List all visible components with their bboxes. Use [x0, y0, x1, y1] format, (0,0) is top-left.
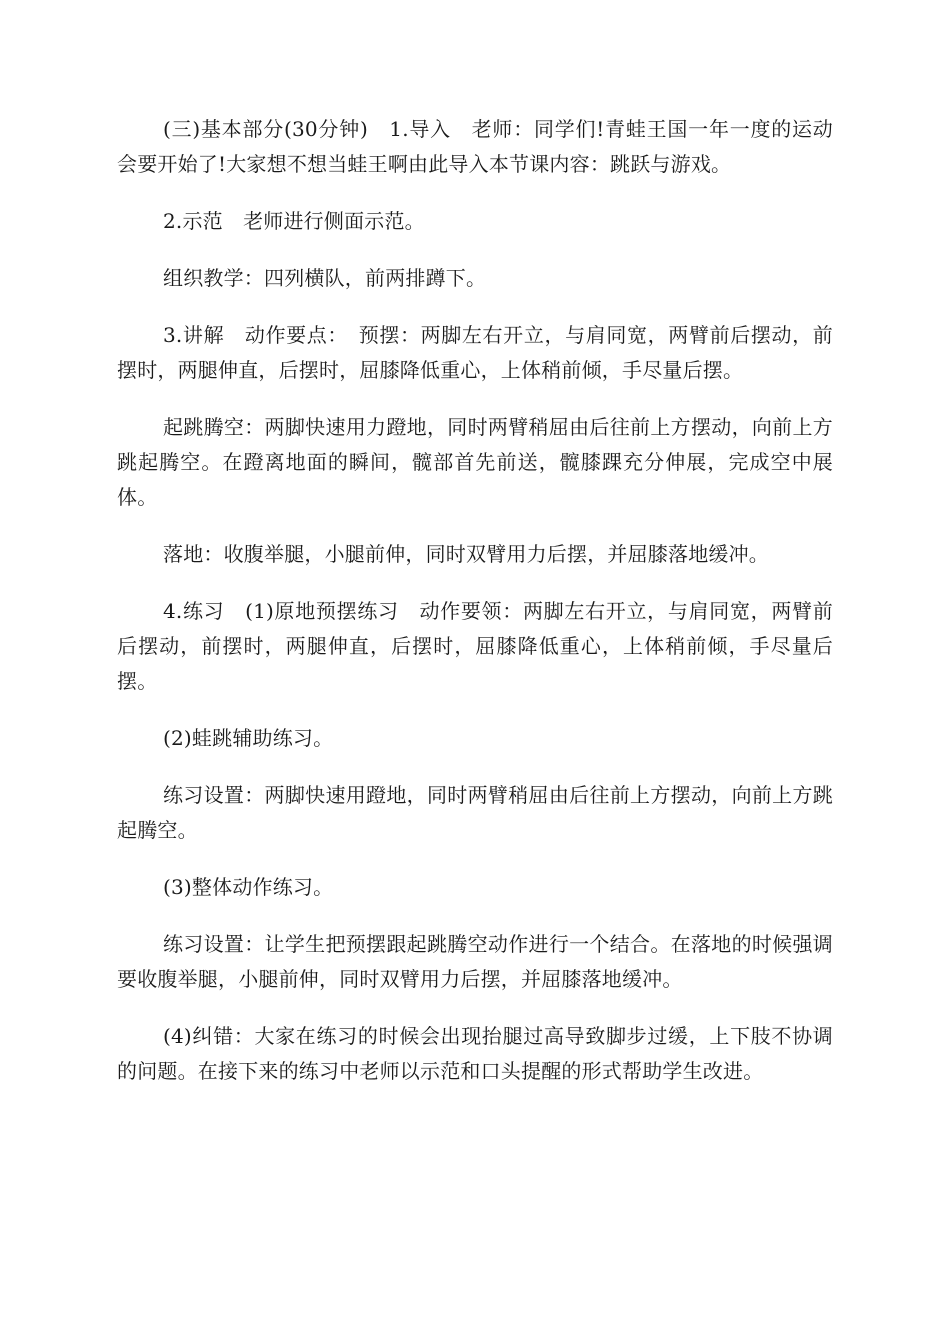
- paragraph-takeoff: 起跳腾空：两脚快速用力蹬地，同时两臂稍屈由后往前上方摆动，向前上方跳起腾空。在蹬离地面的瞬间，髋部首先前送，髋膝踝充分伸展，完成空中展体。: [117, 415, 833, 509]
- paragraph-basic-part-intro: (三)基本部分(30分钟) 1.导入 老师：同学们!青蛙王国一年一度的运动会要开始了!大家想不想当蛙王啊由此导入本节课内容：跳跃与游戏。: [117, 117, 833, 176]
- paragraph-organization: 组织教学：四列横队，前两排蹲下。: [163, 266, 487, 290]
- paragraph-practice-3: (3)整体动作练习。: [163, 875, 334, 899]
- paragraph-practice-2-setup: 练习设置：两脚快速用蹬地，同时两臂稍屈由后往前上方摆动，向前上方跳起腾空。: [117, 783, 833, 842]
- paragraph-practice-2: (2)蛙跳辅助练习。: [163, 726, 334, 750]
- paragraph-explanation: 3.讲解 动作要点： 预摆：两脚左右开立，与肩同宽，两臂前后摆动，前摆时，两腿伸直，后摆时，屈膝降低重心，上体稍前倾，手尽量后摆。: [117, 323, 833, 382]
- paragraph-landing: 落地：收腹举腿，小腿前伸，同时双臂用力后摆，并屈膝落地缓冲。: [163, 542, 769, 566]
- paragraph-practice-1: 4.练习 (1)原地预摆练习 动作要领：两脚左右开立，与肩同宽，两臂前后摆动，前摆时，两腿伸直，后摆时，屈膝降低重心，上体稍前倾，手尽量后摆。: [117, 599, 833, 693]
- paragraph-demonstration: 2.示范 老师进行侧面示范。: [163, 209, 425, 233]
- paragraph-practice-3-setup: 练习设置：让学生把预摆跟起跳腾空动作进行一个结合。在落地的时候强调要收腹举腿，小腿前伸，同时双臂用力后摆，并屈膝落地缓冲。: [117, 932, 833, 991]
- document-page: [117, 112, 833, 1111]
- paragraph-error-correction: (4)纠错：大家在练习的时候会出现抬腿过高导致脚步过缓，上下肢不协调的问题。在接下来的练习中老师以示范和口头提醒的形式帮助学生改进。: [117, 1024, 833, 1083]
